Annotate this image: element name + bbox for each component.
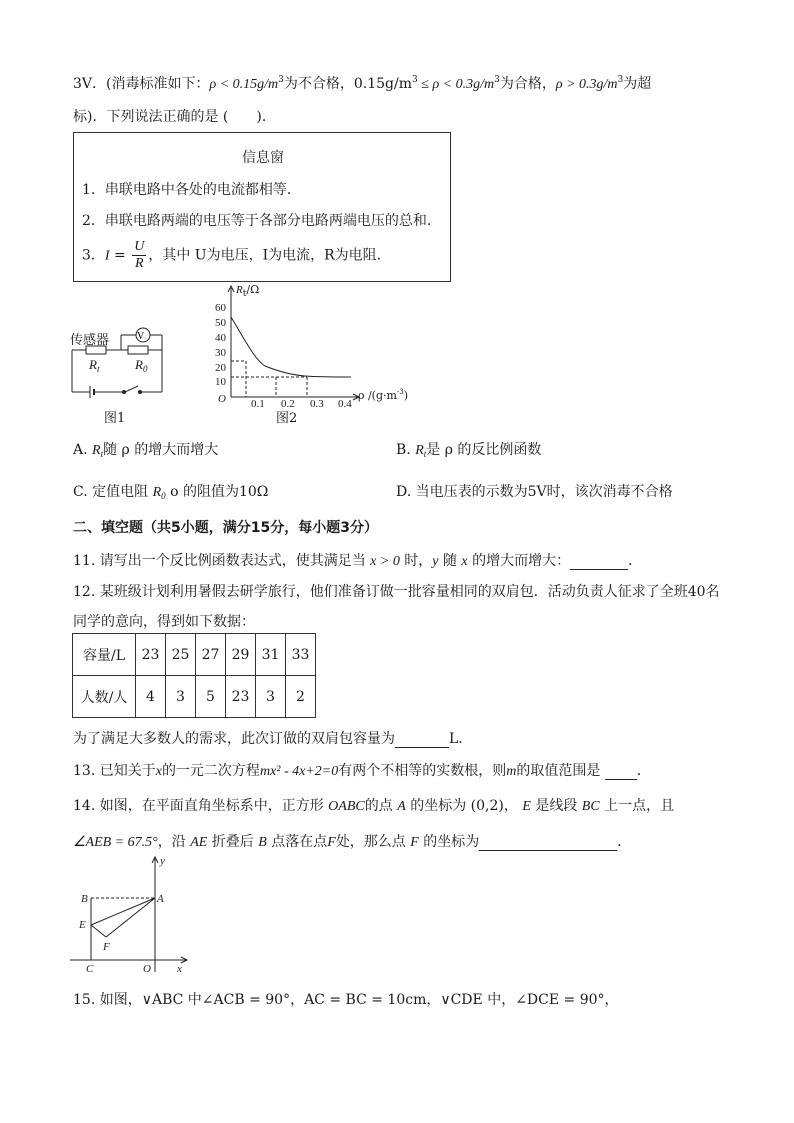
q14-AE: AE	[190, 835, 208, 850]
option-d[interactable]	[396, 481, 673, 501]
q10-line1-f: 为超	[623, 76, 652, 92]
q13-mid: 的一元二次方程	[161, 763, 260, 779]
q11-mid2: 随	[442, 553, 457, 569]
point-C-label: C	[86, 963, 94, 975]
info-window	[73, 132, 451, 282]
q14-B: B	[258, 835, 267, 850]
option-b-var: R	[415, 443, 424, 458]
graph-xlabel-main: ρ /(g·m	[358, 389, 397, 402]
q15: 15. 如图，∨ABC 中∠ACB = 90°，AC = BC = 10cm，∨CDE 中，∠DCE = 90°，	[73, 992, 619, 1008]
ytick-20: 20	[215, 362, 226, 374]
resistor-r0	[128, 346, 148, 354]
option-c-label: C.	[73, 484, 88, 500]
xtick-0.1: 0.1	[251, 398, 265, 410]
table-header-people: 人数/人	[73, 676, 136, 718]
option-b[interactable]	[396, 439, 541, 459]
graph-ylabel-unit: /Ω	[246, 283, 260, 296]
q10-sup-1: 3	[278, 75, 284, 85]
info3-eq: =	[109, 247, 131, 264]
info3-fraction	[132, 239, 146, 272]
segment-fa	[106, 898, 155, 937]
q14-line1	[73, 795, 674, 815]
section-heading: 二、填空题（共5小题，满分15分，每小题3分）	[73, 520, 378, 536]
table-row	[73, 676, 316, 718]
info-item-2: 2．串联电路两端的电压等于各部分电路两端电压的总和．	[82, 213, 441, 229]
graph-ylabel-main: R	[236, 284, 243, 296]
q14-F2: F	[410, 835, 419, 850]
q14-line1-post: 是线段	[535, 798, 578, 814]
xtick-0.3: 0.3	[310, 398, 324, 410]
q13-mid2: 有两个不相等的实数根，则	[338, 763, 507, 779]
q14-line1-mid: 的点	[364, 798, 393, 814]
q12-answer	[73, 728, 472, 748]
label-rt-sub: t	[96, 364, 100, 374]
ytick-10: 10	[215, 376, 226, 388]
q10-line1-c: ≤ ρ < 0.3g/m	[417, 77, 495, 92]
xtick-0.4: 0.4	[338, 398, 352, 410]
switch-blade	[125, 386, 138, 392]
segment-ef	[91, 925, 106, 937]
info3-den: R	[135, 256, 144, 271]
q13-m: m	[506, 764, 517, 779]
point-B-label: B	[81, 893, 88, 905]
q10-sup-2: 3	[412, 75, 418, 85]
q14-angle: ∠AEB = 67.5°	[73, 835, 158, 850]
square-fold-figure	[70, 852, 200, 978]
q12-line1: 12. 某班级计划利用暑假去研学旅行，他们准备订做一批容量相同的双肩包．活动负责人征求了全班40名	[73, 584, 720, 600]
q14-answer-blank[interactable]	[479, 834, 617, 851]
q11-x: x	[461, 554, 468, 569]
info3-pre: 3．	[82, 247, 105, 264]
q14-square: OABC	[328, 799, 365, 814]
info3-post: ，其中 U为电压，I为电流，R为电阻．	[148, 247, 391, 264]
table-cell: 3	[166, 676, 196, 718]
table-cell: 25	[166, 634, 196, 676]
q10-line1	[73, 73, 651, 93]
option-a-var: R	[92, 443, 101, 458]
option-c-var: R	[152, 485, 162, 500]
q13-eq: mx² - 4x+2=0	[259, 764, 339, 779]
rt-curve	[231, 317, 351, 377]
q13-x: x	[155, 764, 162, 779]
label-r0-main: R	[135, 357, 143, 372]
table-cell: 4	[136, 676, 166, 718]
q11-post: 的增大而增大：	[472, 553, 571, 569]
option-b-text: 是 ρ 的反比例函数	[426, 442, 542, 458]
ytick-30: 30	[215, 347, 226, 359]
segment-ea	[91, 898, 155, 925]
table-cell: 23	[136, 634, 166, 676]
label-r0	[135, 357, 147, 374]
ytick-60: 60	[215, 302, 226, 314]
graph-xlabel-end: )	[403, 389, 409, 402]
q14-line2-end: ．	[617, 834, 632, 850]
q14-line1-mid3: ，	[503, 798, 518, 814]
q13-end: ．	[636, 763, 651, 779]
point-E-label: E	[79, 919, 86, 931]
q14-line2-mid: ，沿	[157, 834, 186, 850]
q14-line2-mid2: 折叠后	[211, 834, 254, 850]
q11-mid: 时，	[404, 553, 433, 569]
xtick-0.2: 0.2	[281, 398, 295, 410]
table-header-capacity: 容量/L	[73, 634, 136, 676]
label-rt-main: R	[89, 357, 97, 372]
q13	[73, 760, 651, 780]
option-a[interactable]	[73, 439, 218, 459]
label-rt	[89, 357, 99, 374]
q14-line2-mid4: 处，那么点	[335, 834, 406, 850]
table-cell: 27	[196, 634, 226, 676]
point-A-label: A	[157, 893, 164, 905]
table-cell: 5	[196, 676, 226, 718]
graph-xlabel-sup: -3	[396, 388, 404, 396]
info-item-3	[82, 239, 391, 272]
table-cell: 3	[256, 676, 286, 718]
q12-answer-post: L．	[449, 731, 473, 747]
q14-line1-pre: 14. 如图，在平面直角坐标系中，正方形	[73, 798, 324, 814]
q14-line2-mid3: 点落在点	[271, 834, 328, 850]
fig1-caption: 图1	[104, 411, 126, 426]
q11-y: y	[432, 554, 439, 569]
info-title: 信息窗	[242, 150, 284, 166]
q10-line1-e: ρ > 0.3g/m	[555, 77, 618, 92]
graph-ylabel	[236, 283, 259, 299]
q14-line1-end: 上一点，且	[604, 798, 675, 814]
option-c[interactable]	[73, 481, 268, 501]
q10-sup-4: 3	[617, 75, 624, 85]
info3-num: U	[134, 239, 145, 254]
q14-BC: BC	[581, 799, 600, 814]
option-c-text2: o 的阻值为10Ω	[170, 484, 269, 500]
graph-xlabel	[358, 388, 408, 402]
q11	[73, 550, 642, 570]
q10-line2: 标)．下列说法正确的是 ( )．	[73, 109, 276, 125]
ytick-40: 40	[215, 332, 226, 344]
q14-line1-mid2: 的坐标为	[410, 798, 467, 814]
q10-line1-d: 为合格，	[499, 76, 556, 92]
option-b-sub: t	[423, 449, 427, 459]
q11-end: ．	[628, 553, 643, 569]
point-F-label: F	[103, 941, 110, 953]
graph-ylabel-sub: t	[242, 289, 247, 299]
q12-answer-blank[interactable]	[395, 731, 449, 748]
ytick-50: 50	[215, 317, 226, 329]
info-item-1: 1．串联电路中各处的电流都相等．	[82, 182, 301, 198]
fig2-caption: 图2	[276, 411, 298, 426]
q11-answer-blank[interactable]	[570, 553, 628, 570]
q14-A: A	[397, 799, 406, 814]
option-a-text: 随 ρ 的增大而增大	[103, 442, 219, 458]
q13-post: 的取值范围是	[516, 763, 601, 779]
q10-sup-3: 3	[494, 75, 500, 85]
sensor-label: 传感器	[70, 333, 110, 348]
q11-pre: 11. 请写出一个反比例函数表达式，使其满足当	[73, 553, 366, 569]
axis-y-label: y	[160, 855, 165, 867]
voltmeter-label: V	[137, 331, 145, 342]
q10-line1-a: ρ < 0.15g/m	[209, 77, 279, 92]
info3-I: I	[104, 248, 110, 264]
table-row	[73, 634, 316, 676]
option-d-label: D.	[396, 484, 412, 500]
axis-x-label: x	[177, 963, 182, 975]
origin-label: O	[218, 393, 226, 405]
guide-lines	[231, 361, 307, 397]
q12-answer-pre: 为了满足大多数人的需求，此次订做的双肩包容量为	[73, 731, 395, 747]
option-c-sub: 0	[161, 491, 166, 501]
q13-answer-blank[interactable]	[605, 763, 637, 780]
table-cell: 2	[286, 676, 316, 718]
q14-line2-post: 的坐标为	[423, 834, 480, 850]
table-cell: 33	[286, 634, 316, 676]
q14-E: E	[522, 799, 531, 814]
q14-line2	[73, 831, 631, 851]
capacity-table	[72, 633, 316, 718]
q11-cond: x > 0	[370, 554, 400, 569]
table-cell: 29	[226, 634, 256, 676]
table-cell: 31	[256, 634, 286, 676]
q10-line1-b: 为不合格，0.15g/m	[283, 76, 413, 92]
option-d-text: 当电压表的示数为5V时，该次消毒不合格	[415, 484, 673, 500]
q14-F: F	[327, 835, 336, 850]
option-a-sub: t	[100, 449, 104, 459]
q10-line1-pre: 3V．(消毒标准如下：	[73, 76, 210, 92]
point-O-label: O	[143, 963, 151, 975]
table-cell: 23	[226, 676, 256, 718]
q14-coord: (0,2)	[470, 798, 504, 814]
label-r0-sub: 0	[142, 364, 148, 374]
q12-line2: 同学的意向，得到如下数据：	[73, 614, 255, 630]
option-b-label: B.	[396, 442, 411, 458]
option-a-label: A.	[73, 442, 88, 458]
option-c-text1: 定值电阻	[92, 484, 149, 500]
q13-pre: 13. 已知关于	[73, 763, 156, 779]
